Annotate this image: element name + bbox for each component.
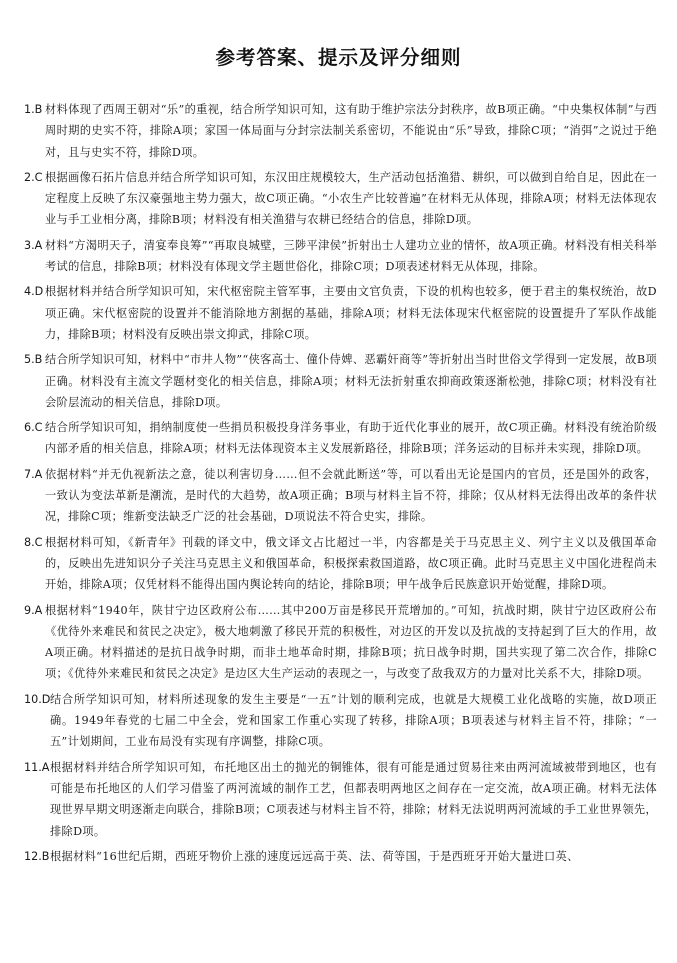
answer-number: 3.A bbox=[24, 238, 43, 252]
answer-explanation: 根据材料可知，《新青年》刊载的译文中，俄文译文占比超过一半，内容都是关于马克思主义、列宁主义以及俄国革命的，反映出先进知识分子关注马克思主义和俄国革命，积极探索救国道路，故C项正确。此时马克思主义中国化进程尚未开始，排除A项；仅凭材料不能得出国内舆论转向的结论，排除B项；甲午战争后民族意识开始觉醒，排除D项。 bbox=[45, 535, 657, 592]
answer-item-1 bbox=[24, 99, 657, 163]
answer-explanation: 依据材料“并无仇视新法之意，徒以利害切身……但不会就此断送”等，可以看出无论是国内的官员，还是国外的政客，一致认为变法革新是潮流，是时代的大趋势，故A项正确；B项与材料主旨不符，排除；仅从材料无法得出改革的条件状况，排除C项；维新变法缺乏广泛的社会基础，D项说法不符合史实，排除。 bbox=[45, 467, 657, 524]
answer-item-11 bbox=[24, 757, 657, 842]
answer-explanation: 结合所学知识可知，捐纳制度使一些捐员积极投身洋务事业，有助于近代化事业的展开，故C项正确。材料没有统治阶级内部矛盾的相关信息，排除A项；材料无法体现资本主义发展新路径，排除B项；洋务运动的目标并未实现，排除D项。 bbox=[45, 421, 657, 456]
answer-number: 7.A bbox=[24, 467, 43, 481]
answer-explanation: 根据材料“16世纪后期，西班牙物价上涨的速度远远高于英、法、荷等国，于是西班牙开始大量进口英、 bbox=[50, 849, 579, 863]
answer-item-2 bbox=[24, 167, 657, 231]
answer-list bbox=[24, 99, 657, 871]
answer-explanation: 根据材料并结合所学知识可知，宋代枢密院主管军事，主要由文官负责，下设的机构也较多，便于君主的集权统治，故D项正确。宋代枢密院的设置并不能消除地方割据的基础，排除A项；材料无法体现宋代枢密院的设置提升了军队作战能力，排除B项；材料没有反映出崇文抑武，排除C项。 bbox=[45, 285, 657, 341]
page-title: 参考答案、提示及评分细则 bbox=[215, 46, 462, 69]
answer-item-7 bbox=[24, 464, 657, 528]
answer-explanation: 根据画像石拓片信息并结合所学知识可知，东汉田庄规模较大，生产活动包括渔猎、耕织，可以做到自给自足，因此在一定程度上反映了东汉豪强地主势力强大，故C项正确。“小农生产比较普遍”在材料无从体现，排除A项；材料无法体现农业与手工业相分离，排除B项；材料没有相关渔猎与农耕已经结合的信息，排除D项。 bbox=[45, 170, 657, 227]
answer-number: 8.C bbox=[24, 535, 43, 549]
answer-number: 4.D bbox=[24, 285, 44, 299]
answer-number: 11.A bbox=[24, 760, 50, 774]
answer-item-5 bbox=[24, 349, 657, 413]
answer-item-8 bbox=[24, 532, 657, 596]
answer-explanation: 结合所学知识可知，材料中“市井人物”“侠客高士、僮仆侍婢、恶霸奸商等”等折射出当时世俗文学得到一定发展，故B项正确。材料没有主流文学题材变化的相关信息，排除A项；材料无法折射重农抑商政策逐渐松弛，排除C项；材料没有社会阶层流动的相关信息，排除D项。 bbox=[45, 353, 657, 409]
answer-item-10 bbox=[24, 689, 657, 753]
answer-item-4 bbox=[24, 281, 657, 345]
answer-number: 10.D bbox=[24, 692, 51, 706]
answer-item-3 bbox=[24, 235, 657, 278]
answer-number: 12.B bbox=[24, 849, 50, 863]
answer-explanation: 根据材料并结合所学知识可知，布托地区出土的抛光的铜锥体，很有可能是通过贸易往来由两河流域被带到地区，也有可能是布托地区的人们学习借鉴了两河流域的制作工艺，但都表明两地区之间存在一定交流，故A项正确。材料无法体现世界早期文明逐渐走向联合，排除B项；C项表述与材料主旨不符，排除；材料无法说明两河流域的手工业世界领先，排除D项。 bbox=[50, 760, 657, 838]
answer-number: 6.C bbox=[24, 421, 43, 435]
answer-item-9 bbox=[24, 600, 657, 685]
answer-item-12 bbox=[24, 846, 657, 867]
answer-item-6 bbox=[24, 417, 657, 460]
answer-explanation: 结合所学知识可知，材料所述现象的发生主要是“一五”计划的顺利完成，也就是大规模工业化战略的实施，故D项正确。1949年春党的七届二中全会，党和国家工作重心实现了转移，排除A项；B项表述与材料主旨不符，排除；“一五”计划期间，工业布局没有实现有序调整，排除C项。 bbox=[50, 692, 657, 749]
answer-number: 9.A bbox=[24, 603, 43, 617]
answer-explanation: 材料体现了西周王朝对“乐”的重视，结合所学知识可知，这有助于维护宗法分封秩序，故B项正确。“中央集权体制”与西周时期的史实不符，排除A项；家国一体局面与分封宗法制关系密切，不能说由“乐”导致，排除C项；“消弭”之说过于绝对，且与史实不符，排除D项。 bbox=[45, 103, 657, 159]
answer-number: 5.B bbox=[24, 353, 43, 367]
answer-number: 1.B bbox=[24, 103, 43, 116]
answer-explanation: 根据材料“1940年，陕甘宁边区政府公布……其中200万亩是移民开荒增加的。”可知，抗战时期，陕甘宁边区政府公布《优待外来难民和贫民之决定》，极大地刺激了移民开荒的积极性，对边区的开发以及抗战的支持起到了巨大的作用，故A项正确。材料描述的是抗日战争时期，而非土地革命时期，排除B项；抗日战争时期，国共实现了第二次合作，排除C项；《优待外来难民和贫民之决定》是边区大生产运动的表现之一，与改变了敌我双方的力量对比关系不大，排除D项。 bbox=[45, 603, 657, 681]
answer-number: 2.C bbox=[24, 170, 43, 184]
answer-explanation: 材料“方渴明天子，清宴奉良筹”“再取良城壁，三陟平津侯”折射出士人建功立业的情怀，故A项正确。材料没有相关科举考试的信息，排除B项；材料没有体现文学主题世俗化，排除C项；D项表述材料无从体现，排除。 bbox=[45, 238, 657, 274]
